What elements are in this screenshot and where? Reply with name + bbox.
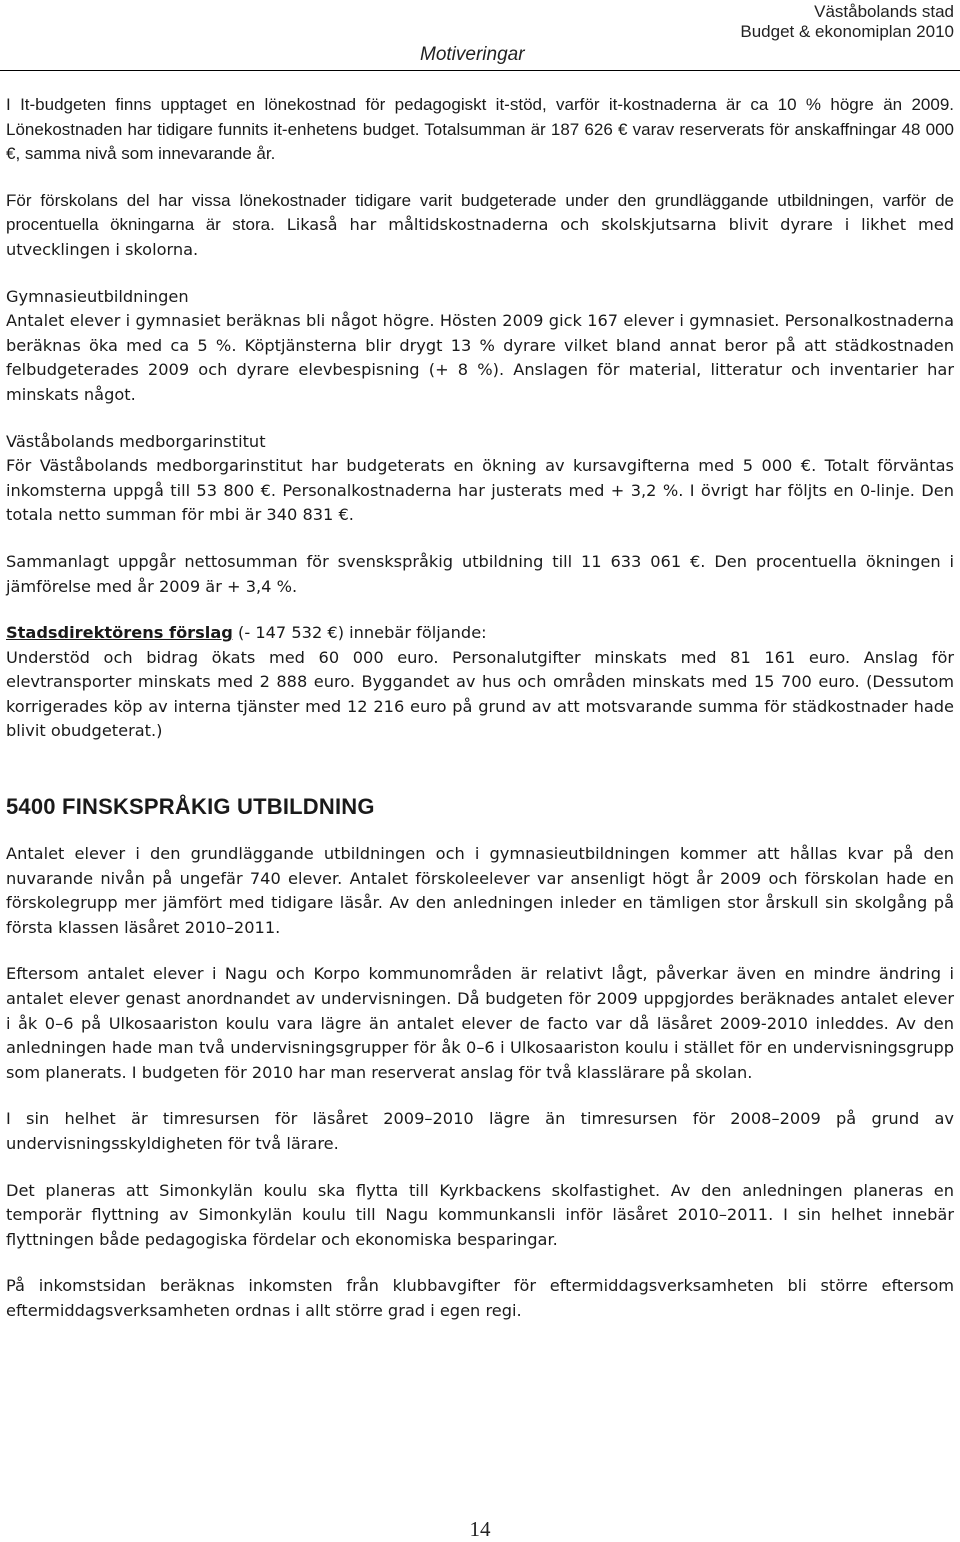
spacer xyxy=(6,167,954,189)
spacer xyxy=(6,263,954,285)
spacer xyxy=(6,940,954,962)
header-organization: Väståbolands stad xyxy=(814,2,954,21)
paragraph-preschool-part2: Likaså har måltidskostnaderna och skolskjutsarna blivit dyrare i likhet med utvecklingen i skolorna. xyxy=(6,215,954,259)
section-heading-finnish-education: 5400 FINSKSPRÅKIG UTBILDNING xyxy=(6,794,375,820)
page-content xyxy=(6,93,954,1324)
spacer xyxy=(6,599,954,621)
proposal-amount: (- 147 532 €) innebär följande: xyxy=(232,623,487,643)
paragraph-simonkyla-move: Det planeras att Simonkylän koulu ska flytta till Kyrkbackens skolfastighet. Av den anledningen planeras en temporär flyttning av Simonkylän koulu till Nagu kommunkansli inför läsåret 2010–2011. I sin helhet innebär flyttningen både pedagogiska fördelar och ekonomiska besparingar. xyxy=(6,1180,954,1249)
paragraph-hour-resources: I sin helhet är timresursen för läsåret 2009–2010 lägre än timresursen för 2008–2009 på grund av undervisningsskyldigheten för två lärare. xyxy=(6,1109,954,1153)
spacer xyxy=(6,820,954,842)
paragraph-swedish-total: Sammanlagt uppgår nettosumman för svenskspråkig utbildning till 11 633 061 €. Den procentuella ökningen i jämförelse med år 2009 är + 3,4 %. xyxy=(6,551,954,596)
spacer xyxy=(6,772,954,794)
header-section-title: Motiveringar xyxy=(420,44,525,65)
spacer xyxy=(6,1157,954,1179)
paragraph-gymnasium: Antalet elever i gymnasiet beräknas bli något högre. Hösten 2009 gick 167 elever i gymnasiet. Personalkostnaderna beräknas öka med ca 5 %. Köptjänsterna blir drygt 13 % dyrare vilket bland annat beror på att städkostnaden felbudgeterades 2009 och dyrare elevbespisning (+ 8 %). Anslagen för material, litteratur och inventarier har minskats något. xyxy=(6,311,954,404)
heading-citizens-institute: Väståbolands medborgarinstitut xyxy=(6,431,266,451)
spacer xyxy=(6,1085,954,1107)
spacer xyxy=(6,744,954,772)
page-number: 14 xyxy=(469,1517,491,1541)
paragraph-citizens-institute: För Väståbolands medborgarinstitut har budgeterats en ökning av kursavgifterna med 5 000 €. Totalt förväntas inkomsterna uppgå till 53 800 €. Personalkostnaderna har justerats med + 3,2 %. I övrigt har följts en 0-linje. Den totala netto summan för mbi är 340 831 €. xyxy=(6,456,954,525)
paragraph-club-fees: På inkomstsidan beräknas inkomsten från klubbavgifter för eftermiddagsverksamheten bli större eftersom eftermiddagsverksamheten ordnas i allt större grad i egen regi. xyxy=(6,1276,954,1320)
spacer xyxy=(6,1252,954,1274)
paragraph-preschool-part1: För förskolans del har vissa lönekostnader tidigare varit budgeterade under den grundläggande utbildningen, varför de procentuella ökningarna är stora. xyxy=(6,190,954,235)
paragraph-proposal-details: Understöd och bidrag ökats med 60 000 euro. Personalutgifter minskats med 81 161 euro. Anslag för elevtransporter minskats med 2 888 euro. Byggandet av hus och områden minskats med 15 700 euro. (Dessutom korrigerades köp av interna tjänster med 12 216 euro på grund av att motsvarande summa för städkostnader hade blivit obudgeterat.) xyxy=(6,647,954,741)
header-divider xyxy=(0,70,960,71)
header-document-title: Budget & ekonomiplan 2010 xyxy=(740,22,954,41)
paragraph-it-budget: I It-budgeten finns upptaget en lönekostnad för pedagogiskt it-stöd, varför it-kostnaderna är ca 10 % högre än 2009. Lönekostnaden har tidigare funnits it-enhetens budget. Totalsumman är 187 626 € varav reserverats för anskaffningar 48 000 €, samma nivå som innevarande år. xyxy=(6,95,954,164)
paragraph-finnish-students: Antalet elever i den grundläggande utbildningen och i gymnasieutbildningen kommer att hållas kvar på den nuvarande nivån på ungefär 740 elever. Antalet förskoleelever var ansenligt högt år 2009 och förskolan hade en förskolegrupp mer jämfört med tidigare läsår. Av den anledningen inleder en tämligen stor årskull sin skolgång på första klassen läsåret 2010–2011. xyxy=(6,844,954,937)
proposal-label: Stadsdirektörens förslag xyxy=(6,623,233,643)
paragraph-proposal-intro xyxy=(6,621,954,646)
heading-gymnasium: Gymnasieutbildningen xyxy=(6,286,189,306)
spacer xyxy=(6,408,954,430)
paragraph-nagu-korpo: Eftersom antalet elever i Nagu och Korpo kommunområden är relativt lågt, påverkar även en mindre ändring i antalet elever genast anordnandet av undervisningen. Då budgeten för 2009 uppgjordes beräknades antalet elever i åk 0–6 på Ulkosaariston koulu vara lägre än antalet elever de facto var då läsåret 2009-2010 inleddes. Av den anledningen hade man två undervisningsgrupper för åk 0–6 i Ulkosaariston koulu i stället för en undervisningsgrupp som planerats. I budgeten för 2010 har man reserverat anslag för två klasslärare på skolan. xyxy=(6,964,954,1082)
paragraph-preschool xyxy=(6,189,954,263)
page-header xyxy=(0,0,960,72)
spacer xyxy=(6,528,954,550)
